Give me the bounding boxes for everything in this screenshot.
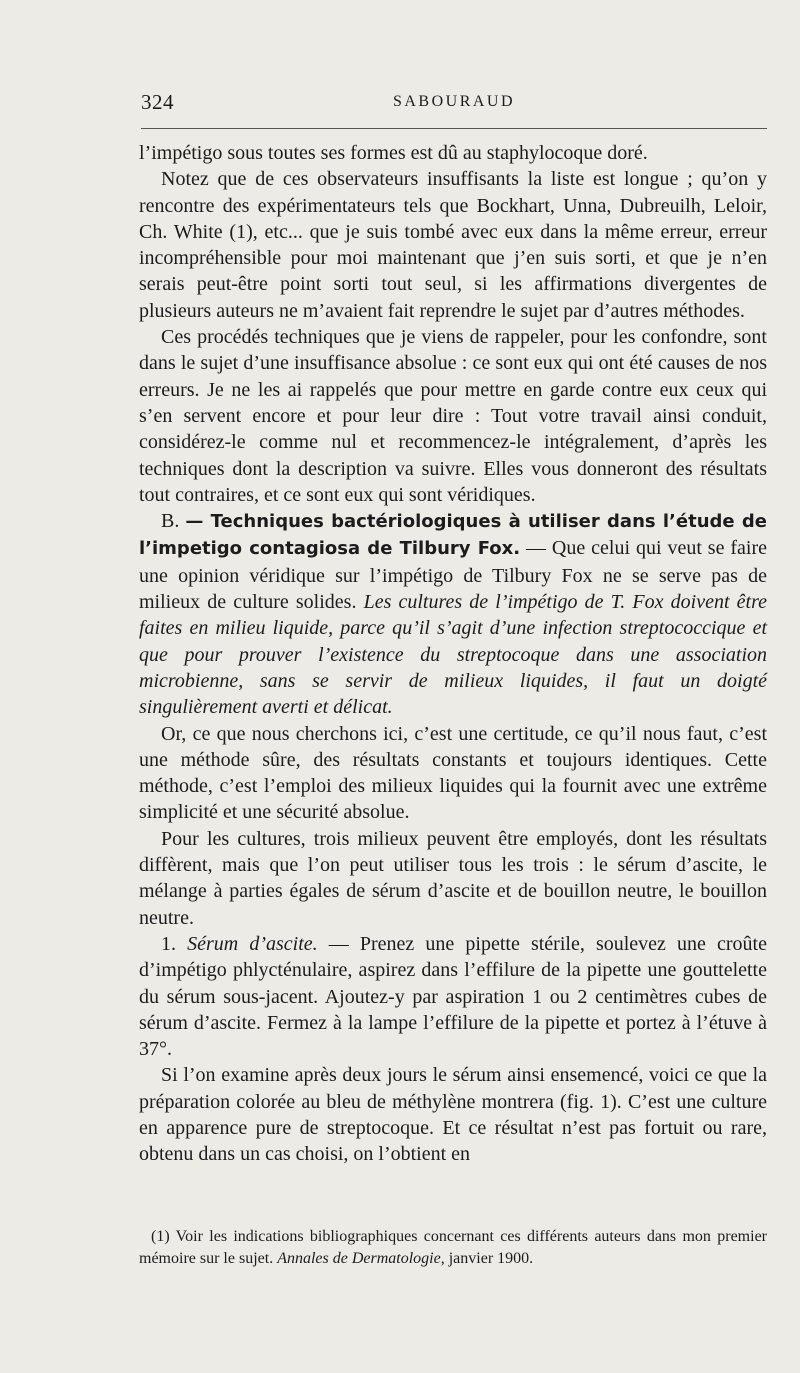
paragraph-7 xyxy=(139,931,767,1062)
footnote-journal: Annales de Dermatologie xyxy=(277,1250,441,1267)
footnote-date: , janvier 1900. xyxy=(440,1250,534,1267)
section-label: B. xyxy=(161,510,180,533)
body-text xyxy=(139,140,767,1168)
page-header xyxy=(141,88,767,128)
item-title: Sérum d’ascite. xyxy=(187,932,318,955)
paragraph-6: Pour les cultures, trois milieux peuvent être employés, dont les résultats diffèrent, mais que l’on peut utiliser tous les trois : le sérum d’ascite, le mélange à parties égales de sérum d’ascite et de bouillon neutre, le bouillon neutre. xyxy=(139,827,767,929)
footnote-text: (1) Voir les indications bibliographiques concernant ces différents auteurs dans mon premier mémoire sur le sujet. xyxy=(139,1228,767,1267)
footnotes xyxy=(139,1226,767,1270)
paragraph-8: Si l’on examine après deux jours le sérum ainsi ensemencé, voici ce que la préparation colorée au bleu de méthylène montrera (fig. 1). C’est une culture en apparence pure de streptocoque. Et ce résultat n’est pas fortuit ou rare, obtenu dans un cas choisi, on l’obtient en xyxy=(139,1064,767,1166)
paragraph-1: l’impétigo sous toutes ses formes est dû au staphylocoque doré. xyxy=(139,142,648,164)
item-number: 1. xyxy=(161,932,188,955)
paragraph-2: Notez que de ces observateurs insuffisants la liste est longue ; qu’on y rencontre des expérimentateurs tels que Bockhart, Unna, Dubreuilh, Leloir, Ch. White (1), etc... que je suis tombé avec eux dans la même erreur, erreur incompréhensible pour moi maintenant que j’en suis sorti, et que je n’en serais peut-être point sorti tout seul, si les affirmations divergentes de plusieurs auteurs ne m’avaient fait reprendre le sujet par d’autres méthodes. xyxy=(139,168,767,322)
section-heading: — Techniques bactériologiques à utiliser dans l’étude de l’impetigo contagiosa de Tilbury Fox. xyxy=(139,511,767,560)
page-number: 324 xyxy=(141,90,174,114)
paragraph-4 xyxy=(139,508,767,720)
paragraph-4-text: — Que celui qui veut se faire une opinion véridique sur l’impétigo de Tilbury Fox ne se serve pas de milieux de culture solides. xyxy=(139,537,768,614)
paragraph-7-text: — Prenez une pipette stérile, soulevez une croûte d’impétigo phlycténulaire, aspirez dans l’effilure de la pipette une gouttelette du sérum sous-jacent. Ajoutez-y par aspiration 1 ou 2 centimètres cubes de sérum d’ascite. Fermez à la lampe l’effilure de la pipette et portez à l’étuve à 37°. xyxy=(139,932,767,1061)
paragraph-5: Or, ce que nous cherchons ici, c’est une certitude, ce qu’il nous faut, c’est une méthode sûre, des résultats constants et toujours identiques. Cette méthode, c’est l’emploi des milieux liquides qui la fournit avec une extrême simplicité et une sécurité absolue. xyxy=(139,722,767,824)
paragraph-4-italic: Les cultures de l’impétigo de T. Fox doivent être faites en milieu liquide, parce qu’il s’agit d’une infection streptococcique et que pour prouver l’existence du streptocoque dans une association microbienne, sans se servir de milieux liquides, il faut un doigté singulièrement averti et délicat. xyxy=(139,591,767,719)
header-rule xyxy=(141,128,767,129)
running-head: SABOURAUD xyxy=(392,93,516,110)
paragraph-3: Ces procédés techniques que je viens de rappeler, pour les confondre, sont dans le sujet d’une insuffisance absolue : ce sont eux qui ont été causes de nos erreurs. Je ne les ai rappelés que pour mettre en garde contre eux ceux qui s’en servent encore et pour leur dire : Tout votre travail ainsi conduit, considérez-le comme nul et recommencez-le intégralement, d’après les techniques dont la description va suivre. Elles vous donneront des résultats tout contraires, et ce sont eux qui sont véridiques. xyxy=(139,326,767,506)
footnote-1 xyxy=(139,1226,767,1270)
